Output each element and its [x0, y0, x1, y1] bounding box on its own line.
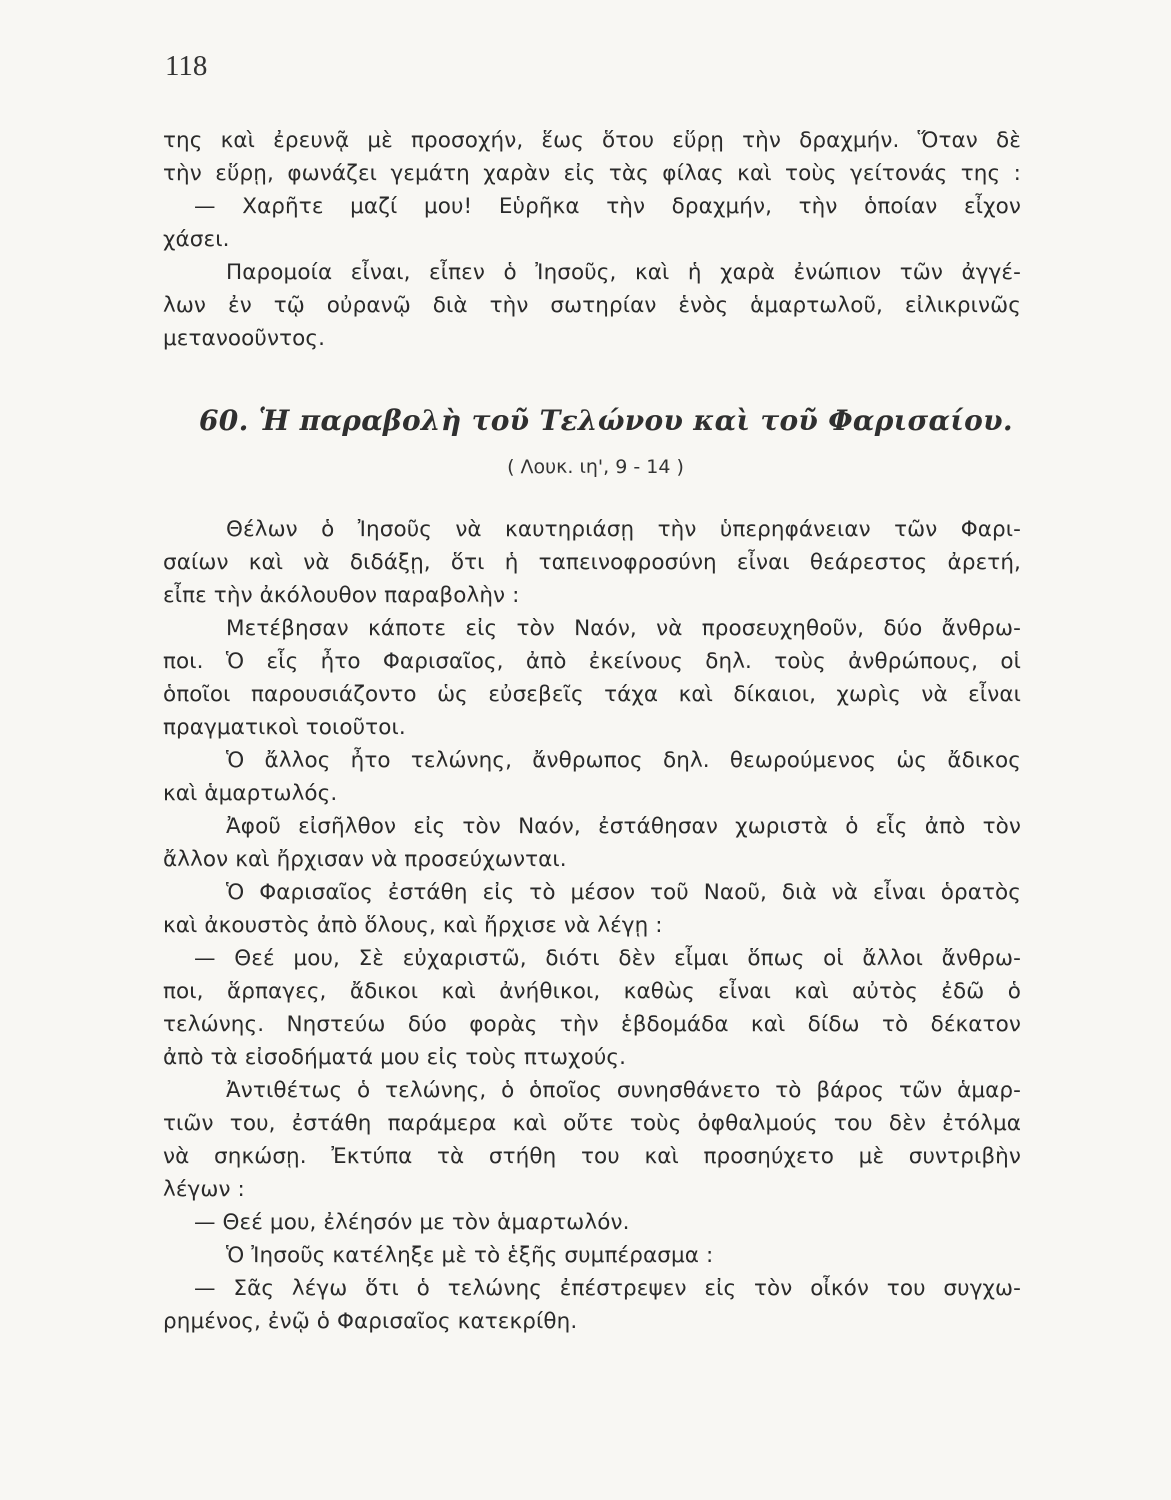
text-line: τιῶν του, ἐστάθη παράμερα καὶ οὔτε τοὺς ὀφθαλμούς του δὲν ἐτόλμα — [163, 1111, 1021, 1136]
text-line: — Θεέ μου, Σὲ εὐχαριστῶ, διότι δὲν εἶμαι ὅπως οἱ ἄλλοι ἄνθρω- — [194, 946, 1021, 971]
text-line: χάσει. — [163, 227, 230, 252]
text-line: — Χαρῆτε μαζί μου! Εὑρῆκα τὴν δραχμήν, τὴν ὁποίαν εἶχον — [194, 194, 1021, 219]
section-heading: 60. Ἡ παραβολὴ τοῦ Τελώνου καὶ τοῦ Φαρισαίου. — [199, 404, 1013, 437]
text-line: ρημένος, ἐνῷ ὁ Φαρισαῖος κατεκρίθη. — [163, 1309, 578, 1334]
text-line: της καὶ ἐρευνᾷ μὲ προσοχήν, ἕως ὅτου εὕρῃ τὴν δραχμήν. Ὅταν δὲ — [163, 128, 1021, 153]
text-line: ἄλλον καὶ ἤρχισαν νὰ προσεύχωνται. — [163, 847, 567, 872]
text-line: — Σᾶς λέγω ὅτι ὁ τελώνης ἐπέστρεψεν εἰς τὸν οἶκόν του συγχω- — [194, 1276, 1021, 1301]
page-number: 118 — [165, 50, 208, 82]
text-line: τελώνης. Νηστεύω δύο φορὰς τὴν ἑβδομάδα καὶ δίδω τὸ δέκατον — [163, 1012, 1021, 1037]
text-line: Ὁ Φαρισαῖος ἐστάθη εἰς τὸ μέσον τοῦ Ναοῦ, διὰ νὰ εἶναι ὁρατὸς — [226, 880, 1021, 905]
text-line: Ὁ ἄλλος ἦτο τελώνης, ἄνθρωπος δηλ. θεωρούμενος ὡς ἄδικος — [226, 748, 1021, 773]
text-line: — Θεέ μου, ἐλέησόν με τὸν ἁμαρτωλόν. — [194, 1210, 630, 1235]
text-line: σαίων καὶ νὰ διδάξῃ, ὅτι ἡ ταπεινοφροσύνη εἶναι θεάρεστος ἀρετή, — [163, 550, 1021, 575]
text-line: Μετέβησαν κάποτε εἰς τὸν Ναόν, νὰ προσευχηθοῦν, δύο ἄνθρω- — [226, 616, 1021, 641]
text-line: καὶ ἁμαρτωλός. — [163, 781, 338, 806]
text-line: Ὁ Ἰησοῦς κατέληξε μὲ τὸ ἑξῆς συμπέρασμα : — [226, 1243, 714, 1268]
text-line: ἀπὸ τὰ εἰσοδήματά μου εἰς τοὺς πτωχούς. — [163, 1045, 627, 1070]
text-line: τὴν εὕρῃ, φωνάζει γεμάτη χαρὰν εἰς τὰς φίλας καὶ τοὺς γείτονάς της : — [163, 161, 1021, 186]
text-line: Ἀφοῦ εἰσῆλθον εἰς τὸν Ναόν, ἐστάθησαν χωριστὰ ὁ εἷς ἀπὸ τὸν — [226, 814, 1021, 839]
text-line: καὶ ἀκουστὸς ἀπὸ ὅλους, καὶ ἤρχισε νὰ λέγῃ : — [163, 913, 663, 938]
text-line: μετανοοῦντος. — [163, 326, 326, 351]
text-line: εἶπε τὴν ἀκόλουθον παραβολὴν : — [163, 583, 520, 608]
text-line: Ἀντιθέτως ὁ τελώνης, ὁ ὁποῖος συνησθάνετο τὸ βάρος τῶν ἁμαρ- — [226, 1078, 1021, 1103]
parable-body — [163, 513, 1021, 1338]
text-line: ποι. Ὁ εἷς ἦτο Φαρισαῖος, ἀπὸ ἐκείνους δηλ. τοὺς ἀνθρώπους, οἱ — [163, 649, 1021, 674]
text-line: λέγων : — [163, 1177, 245, 1202]
scripture-reference: ( Λουκ. ιη', 9 - 14 ) — [507, 456, 684, 478]
text-line: Παρομοία εἶναι, εἶπεν ὁ Ἰησοῦς, καὶ ἡ χαρὰ ἐνώπιον τῶν ἀγγέ- — [226, 260, 1021, 285]
text-line: νὰ σηκώσῃ. Ἐκτύπα τὰ στήθη του καὶ προσηύχετο μὲ συντριβὴν — [163, 1144, 1021, 1169]
intro-paragraphs — [163, 124, 1021, 355]
text-line: Θέλων ὁ Ἰησοῦς νὰ καυτηριάσῃ τὴν ὑπερηφάνειαν τῶν Φαρι- — [226, 517, 1021, 542]
text-line: λων ἐν τῷ οὐρανῷ διὰ τὴν σωτηρίαν ἑνὸς ἁμαρτωλοῦ, εἰλικρινῶς — [163, 293, 1021, 318]
text-line: ὁποῖοι παρουσιάζοντο ὡς εὐσεβεῖς τάχα καὶ δίκαιοι, χωρὶς νὰ εἶναι — [163, 682, 1021, 707]
text-line: πραγματικοὶ τοιοῦτοι. — [163, 715, 406, 740]
text-line: ποι, ἅρπαγες, ἄδικοι καὶ ἀνήθικοι, καθὼς εἶναι καὶ αὐτὸς ἐδῶ ὁ — [163, 979, 1021, 1004]
